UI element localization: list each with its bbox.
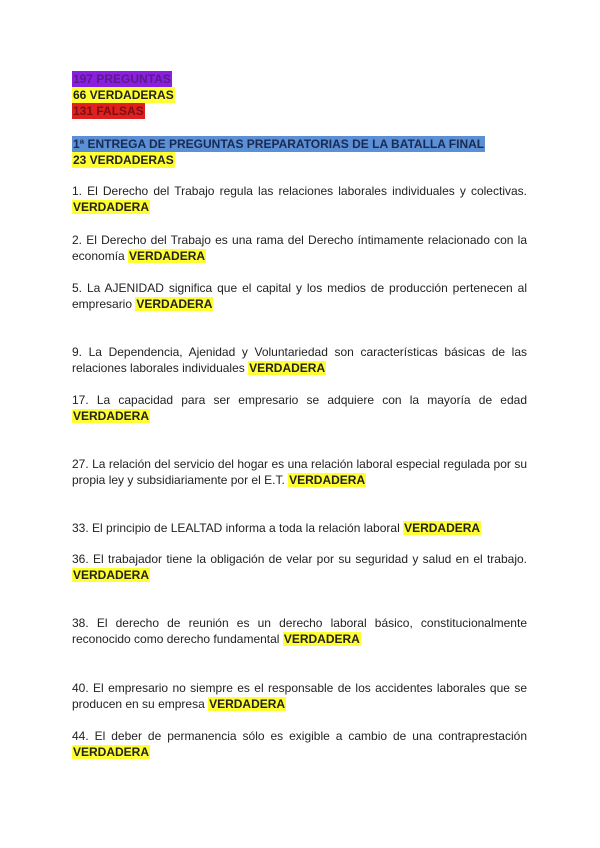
question-text: 44. El deber de permanencia sólo es exigible a cambio de una contraprestación xyxy=(72,729,527,743)
answer-badge: VERDADERA xyxy=(283,632,360,646)
answer-badge: VERDADERA xyxy=(249,361,326,375)
question-text: 5. La AJENIDAD significa que el capital y los medios de producción pertenecen al empresario xyxy=(72,281,527,311)
question-item xyxy=(72,551,527,583)
false-count: 131 FALSAS xyxy=(73,104,144,118)
total-questions: 197 PREGUNTAS xyxy=(73,72,171,86)
answer-badge: VERDADERA xyxy=(136,297,213,311)
question-text: 38. El derecho de reunión es un derecho laboral básico, constitucionalmente reconocido como derecho fundamental xyxy=(72,616,527,646)
question-text: 27. La relación del servicio del hogar es una relación laboral especial regulada por su propia ley y subsidiariamente por el E.T. xyxy=(72,457,527,487)
question-item xyxy=(72,615,527,647)
question-item xyxy=(72,183,527,215)
question-item xyxy=(72,280,527,312)
answer-badge: VERDADERA xyxy=(129,249,206,263)
question-item xyxy=(72,728,527,760)
question-text: 36. El trabajador tiene la obligación de velar por su seguridad y salud en el trabajo. xyxy=(72,552,527,566)
answer-badge: VERDADERA xyxy=(73,409,150,423)
question-item xyxy=(72,232,527,264)
question-item xyxy=(72,392,527,424)
question-item xyxy=(72,520,527,536)
question-item xyxy=(72,456,527,488)
question-item xyxy=(72,344,527,376)
question-text: 33. El principio de LEALTAD informa a toda la relación laboral xyxy=(72,521,400,535)
question-text: 9. La Dependencia, Ajenidad y Voluntariedad son características básicas de las relaciones laborales individuales xyxy=(72,345,527,375)
summary-block xyxy=(72,71,527,119)
answer-badge: VERDADERA xyxy=(209,697,286,711)
question-text: 17. La capacidad para ser empresario se adquiere con la mayoría de edad xyxy=(72,393,527,407)
section-title: 1ª ENTREGA DE PREGUNTAS PREPARATORIAS DE LA BATALLA FINAL xyxy=(73,137,485,151)
answer-badge: VERDADERA xyxy=(289,473,366,487)
question-text: 40. El empresario no siempre es el responsable de los accidentes laborales que se producen en su empresa xyxy=(72,681,527,711)
true-count: 66 VERDADERAS xyxy=(73,88,174,102)
section-count: 23 VERDADERAS xyxy=(73,153,174,167)
question-text: 1. El Derecho del Trabajo regula las relaciones laborales individuales y colectivas. xyxy=(72,184,527,198)
question-item xyxy=(72,680,527,712)
question-text: 2. El Derecho del Trabajo es una rama del Derecho íntimamente relacionado con la economía xyxy=(72,233,527,263)
section-header xyxy=(72,136,527,168)
answer-badge: VERDADERA xyxy=(73,745,150,759)
answer-badge: VERDADERA xyxy=(73,568,150,582)
answer-badge: VERDADERA xyxy=(404,521,481,535)
answer-badge: VERDADERA xyxy=(73,200,150,214)
